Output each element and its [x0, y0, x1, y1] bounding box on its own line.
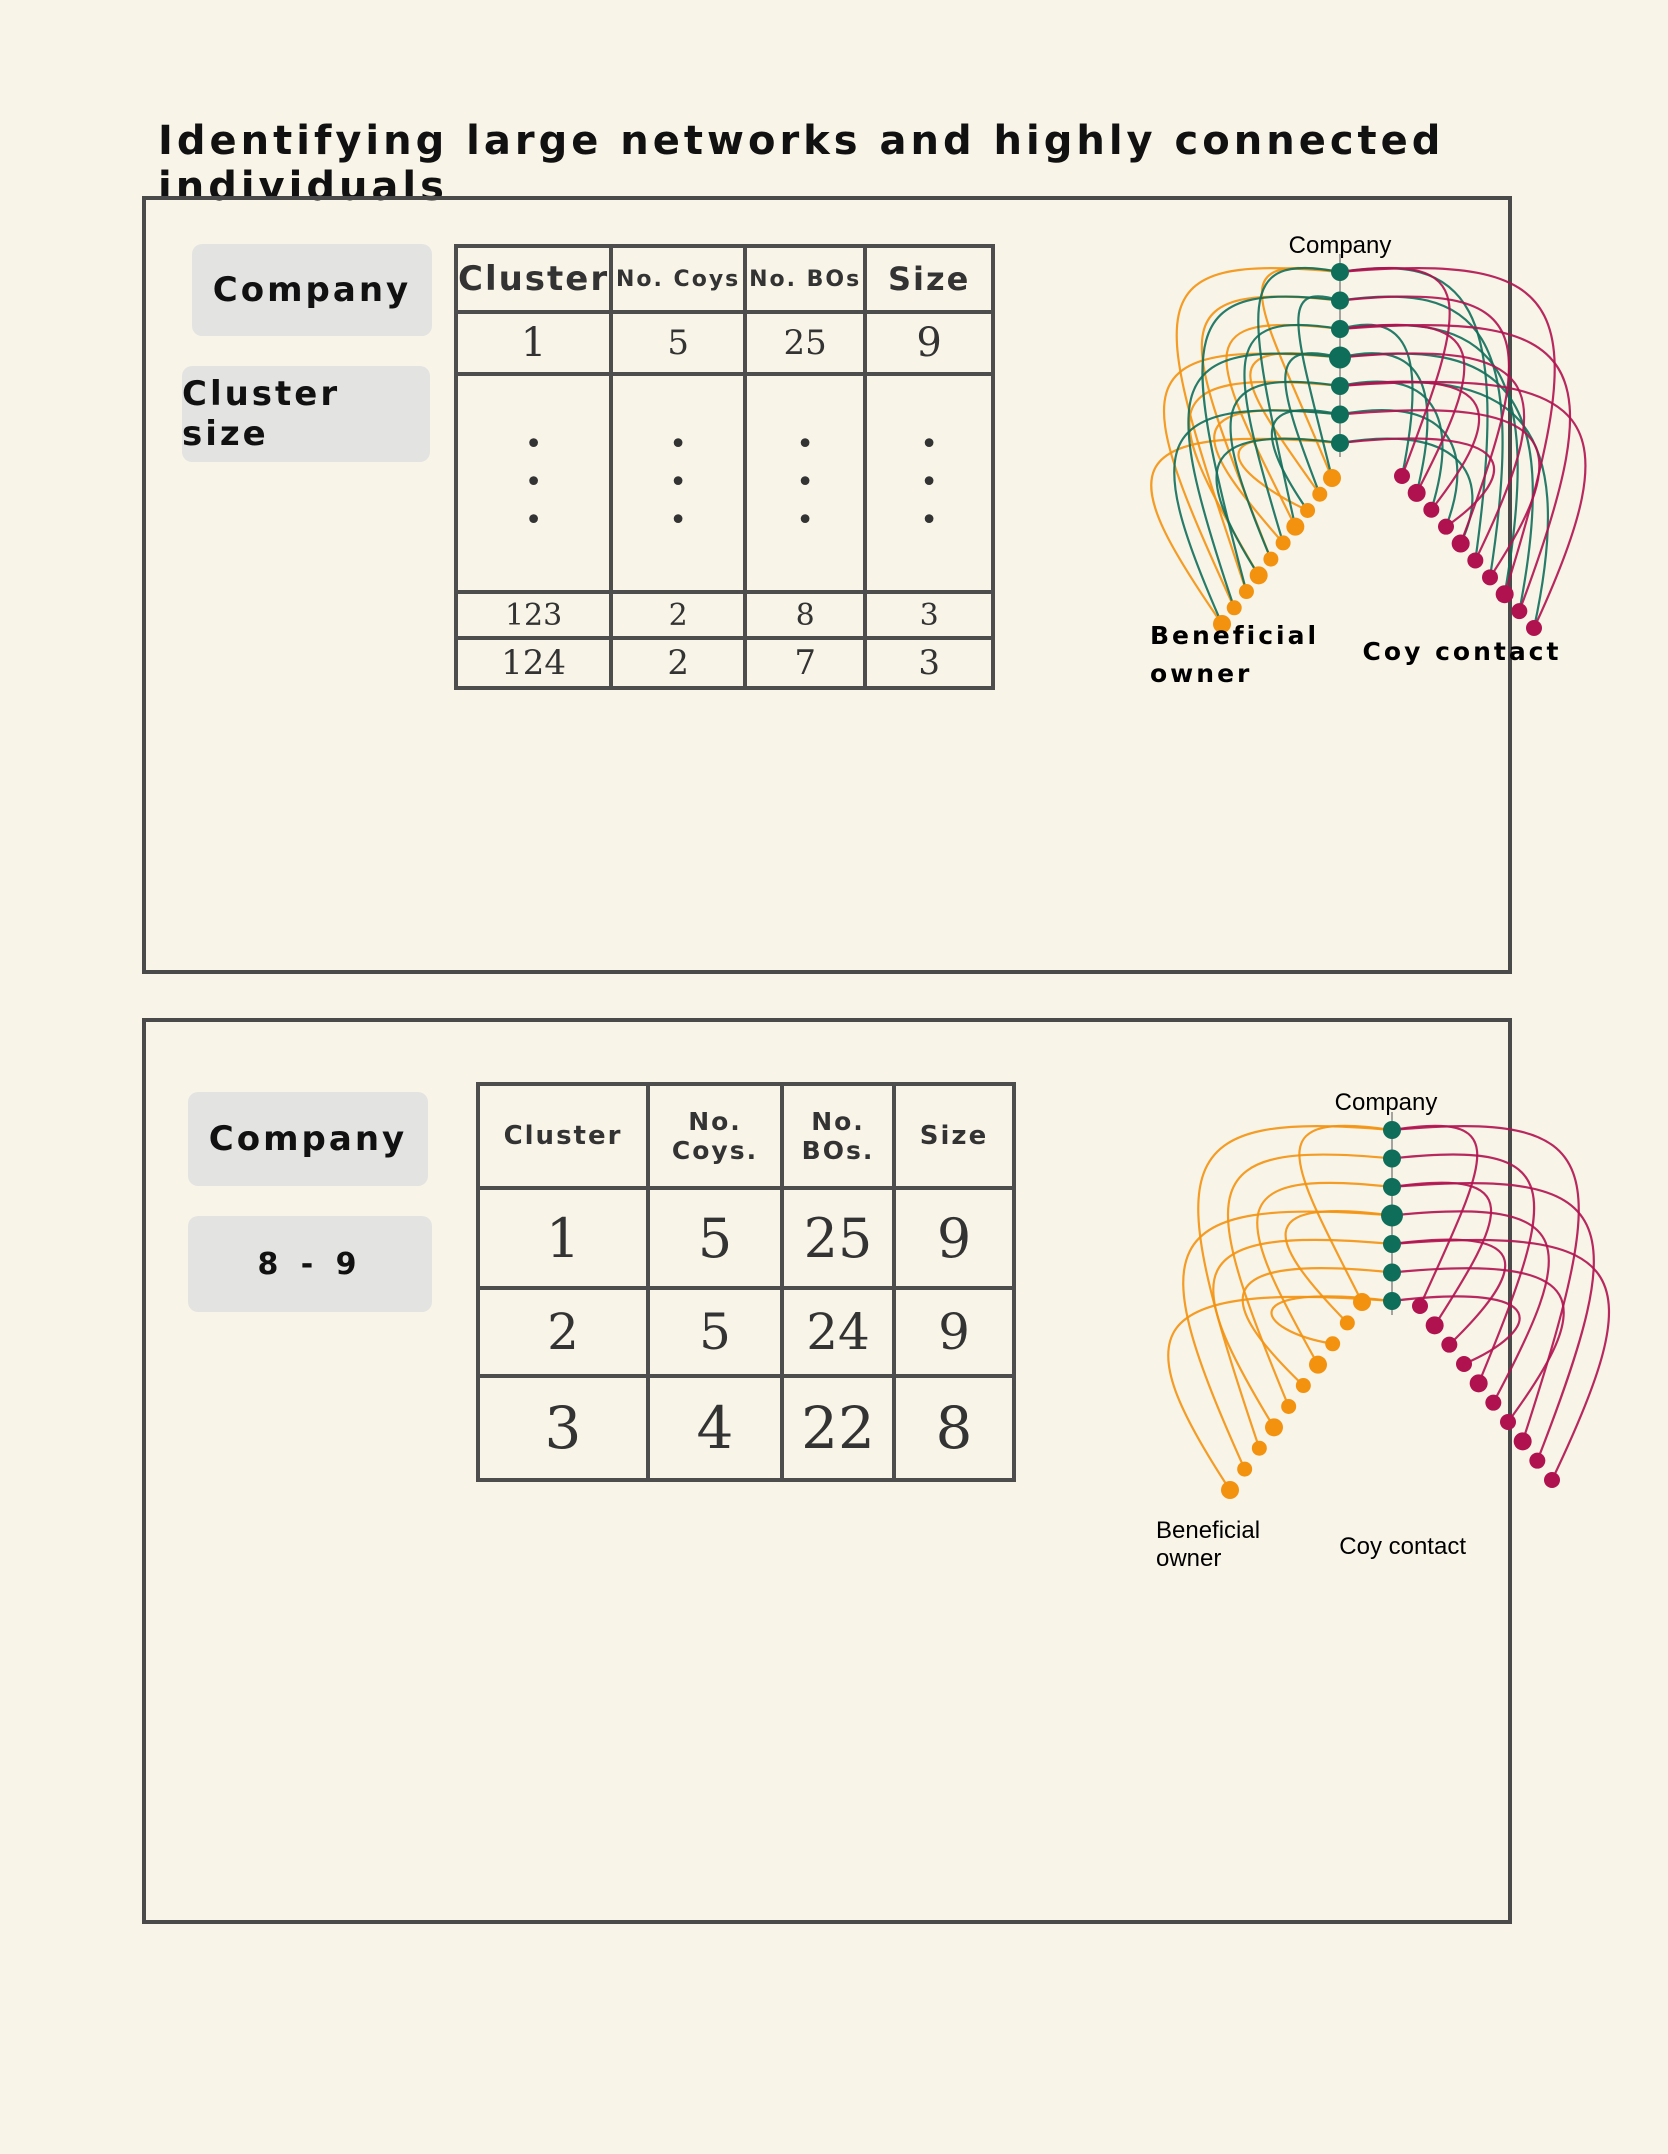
company-bo-link: [1258, 268, 1340, 527]
size-range-filter-chip[interactable]: 8 - 9: [188, 1216, 432, 1312]
cell-cluster: 1: [456, 312, 611, 374]
company-node: [1331, 377, 1349, 395]
coy-contact-node: [1441, 1337, 1457, 1353]
ellipsis: • • •: [865, 374, 993, 592]
company-node: [1331, 320, 1349, 338]
coy-contact-label: Coy contact: [1339, 1533, 1466, 1560]
coy-contact-node: [1426, 1316, 1444, 1334]
coy-contact-node: [1412, 1298, 1428, 1314]
header-size: Size: [894, 1084, 1014, 1188]
beneficial-owner-node: [1237, 1462, 1252, 1477]
cell-size: 9: [894, 1188, 1014, 1288]
coy-contact-node: [1482, 569, 1498, 585]
cell-no-bos: 25: [782, 1188, 894, 1288]
coy-contact-node: [1423, 502, 1439, 518]
bo-company-link: [1257, 1183, 1392, 1365]
header-no-coys: No. Coys.: [648, 1084, 782, 1188]
company-node: [1383, 1121, 1401, 1139]
cell-size: 9: [865, 312, 993, 374]
ellipsis: • • •: [745, 374, 865, 592]
coy-contact-link: [1340, 325, 1570, 611]
beneficial-owner-node: [1286, 518, 1304, 536]
coy-contact-node: [1456, 1356, 1472, 1372]
company-filter-chip[interactable]: Company: [192, 244, 432, 336]
beneficial-owner-node: [1250, 566, 1268, 584]
coy-contact-link: [1392, 1240, 1505, 1345]
coy-contact-link: [1340, 410, 1539, 577]
cell-cluster: 3: [478, 1376, 648, 1480]
company-coy-link: [1340, 353, 1427, 493]
beneficial-owner-node: [1325, 1336, 1340, 1351]
cell-cluster: 123: [456, 592, 611, 638]
beneficial-owner-node: [1221, 1481, 1239, 1499]
header-no-bos: No. BOs.: [782, 1084, 894, 1188]
header-no-bos: No. BOs: [745, 246, 865, 312]
cell-no-coys: 5: [648, 1188, 782, 1288]
company-node: [1383, 1235, 1401, 1253]
cluster-size-filter-chip[interactable]: Cluster size: [182, 366, 430, 462]
beneficial-owner-node: [1300, 503, 1315, 518]
company-node: [1383, 1178, 1401, 1196]
cell-no-coys: 5: [611, 312, 745, 374]
beneficial-owner-node: [1296, 1378, 1311, 1393]
coy-contact-node: [1467, 552, 1483, 568]
coy-contact-node: [1544, 1472, 1560, 1488]
ellipsis: • • •: [456, 374, 611, 592]
table-row[interactable]: [478, 1188, 1014, 1288]
company-node: [1331, 434, 1349, 452]
cell-size: 3: [865, 592, 993, 638]
company-coy-link: [1340, 410, 1457, 527]
table-row[interactable]: [456, 592, 993, 638]
cell-no-bos: 8: [745, 592, 865, 638]
beneficial-owner-node: [1323, 469, 1341, 487]
company-axis-label: Company: [1288, 232, 1392, 259]
company-node: [1383, 1264, 1401, 1282]
beneficial-owner-node: [1263, 552, 1278, 567]
beneficial-owner-node: [1239, 584, 1254, 599]
network-diagram: [1006, 1076, 1506, 1576]
company-node: [1383, 1292, 1401, 1310]
coy-contact-link: [1392, 1240, 1609, 1480]
header-cluster: Cluster: [478, 1084, 648, 1188]
cell-cluster: 124: [456, 638, 611, 688]
beneficial-owner-label: Beneficial: [1150, 621, 1320, 650]
coy-contact-node: [1511, 603, 1527, 619]
company-node: [1331, 292, 1349, 310]
coy-contact-node: [1529, 1453, 1545, 1469]
cell-size: 8: [894, 1376, 1014, 1480]
cell-no-bos: 22: [782, 1376, 894, 1480]
company-filter-chip[interactable]: Company: [188, 1092, 428, 1186]
coy-contact-label: Coy contact: [1362, 637, 1562, 666]
table-row[interactable]: [456, 638, 993, 688]
network-diagram: [986, 220, 1562, 710]
cell-size: 9: [894, 1288, 1014, 1376]
table-header-row: [478, 1084, 1014, 1188]
bo-company-link: [1286, 1211, 1392, 1323]
header-cluster: Cluster: [456, 246, 611, 312]
beneficial-owner-node: [1309, 1356, 1327, 1374]
table-row[interactable]: [478, 1288, 1014, 1376]
beneficial-owner-node: [1281, 1399, 1296, 1414]
table-ellipsis-row: [456, 374, 993, 592]
table-header-row: [456, 246, 993, 312]
coy-contact-node: [1485, 1395, 1501, 1411]
cell-no-coys: 2: [611, 592, 745, 638]
beneficial-owner-label: owner: [1156, 1545, 1222, 1572]
cluster-table: [454, 244, 995, 690]
beneficial-owner-label: owner: [1150, 659, 1253, 688]
network-links: [1151, 254, 1585, 628]
table-row[interactable]: [478, 1376, 1014, 1480]
bo-company-link: [1198, 1126, 1392, 1448]
coy-contact-node: [1408, 484, 1426, 502]
cell-size: 3: [865, 638, 993, 688]
coy-contact-node: [1526, 620, 1542, 636]
coy-contact-link: [1392, 1268, 1564, 1422]
company-node: [1383, 1150, 1401, 1168]
company-coy-link: [1340, 382, 1442, 510]
coy-contact-node: [1514, 1432, 1532, 1450]
company-node: [1329, 347, 1351, 369]
cell-no-coys: 5: [648, 1288, 782, 1376]
beneficial-owner-node: [1252, 1441, 1267, 1456]
page-title: Identifying large networks and highly connected individuals: [158, 118, 1445, 210]
cell-no-coys: 2: [611, 638, 745, 688]
table-row[interactable]: [456, 312, 993, 374]
beneficial-owner-node: [1353, 1293, 1371, 1311]
coy-contact-link: [1392, 1126, 1579, 1441]
coy-contact-node: [1500, 1414, 1516, 1430]
coy-contact-node: [1394, 468, 1410, 484]
coy-contact-node: [1452, 535, 1470, 553]
beneficial-owner-node: [1227, 600, 1242, 615]
coy-contact-link: [1392, 1183, 1491, 1326]
cell-no-bos: 24: [782, 1288, 894, 1376]
company-axis-label: Company: [1334, 1089, 1438, 1116]
cell-no-coys: 4: [648, 1376, 782, 1480]
header-no-coys: No. Coys: [611, 246, 745, 312]
coy-contact-node: [1470, 1374, 1488, 1392]
cell-cluster: 2: [478, 1288, 648, 1376]
coy-contact-node: [1496, 585, 1514, 603]
company-node: [1381, 1205, 1403, 1227]
company-coy-link: [1340, 325, 1413, 476]
company-node: [1331, 263, 1349, 281]
header-size: Size: [865, 246, 993, 312]
beneficial-owner-node: [1276, 535, 1291, 550]
panel-filtered-clusters: [142, 1018, 1512, 1924]
bo-company-link: [1183, 1211, 1392, 1469]
ellipsis: • • •: [611, 374, 745, 592]
cluster-table: [476, 1082, 1016, 1482]
cell-no-bos: 25: [745, 312, 865, 374]
company-bo-link: [1202, 297, 1340, 592]
beneficial-owner-node: [1312, 487, 1327, 502]
coy-contact-node: [1438, 519, 1454, 535]
cell-no-bos: 7: [745, 638, 865, 688]
beneficial-owner-label: Beneficial: [1156, 1517, 1261, 1544]
company-coy-link: [1340, 353, 1533, 611]
beneficial-owner-node: [1265, 1418, 1283, 1436]
company-node: [1331, 406, 1349, 424]
panel-cluster-overview: [142, 196, 1562, 974]
cell-cluster: 1: [478, 1188, 648, 1288]
beneficial-owner-node: [1340, 1315, 1355, 1330]
